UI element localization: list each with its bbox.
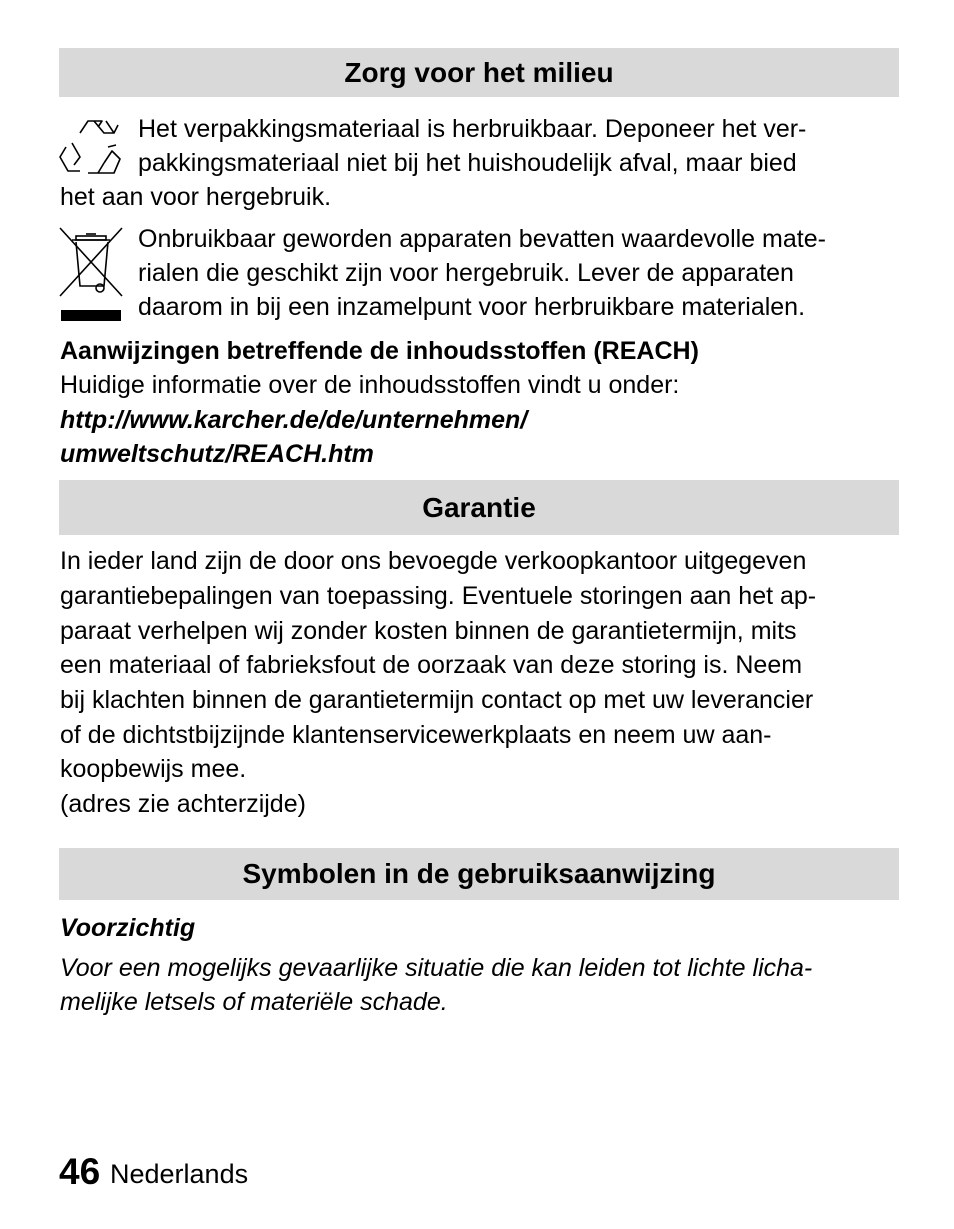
caution-text-line-2: melijke letsels of materiële schade. [60,988,448,1016]
section-heading-symbols: Symbolen in de gebruiksaanwijzing [59,848,899,900]
reach-url-line-1[interactable]: http://www.karcher.de/de/unternehmen/ [60,406,528,434]
warranty-line-7: koopbewijs mee. [60,755,247,783]
caution-text-line-1: Voor een mogelijks gevaarlijke situatie die kan leiden tot lichte licha- [60,954,813,982]
warranty-line-1: In ieder land zijn de door ons bevoegde verkoopkantoor uitgegeven [60,547,807,575]
section-heading-warranty: Garantie [59,480,899,535]
footer-language: Nederlands [110,1159,249,1189]
warranty-line-5: bij klachten binnen de garantietermijn contact op met uw leverancier [60,686,814,714]
recycle-text-line-2: pakkingsmateriaal niet bij het huishoudelijk afval, maar bied [138,149,797,177]
weee-text-line-2: rialen die geschikt zijn voor hergebruik. Lever de apparaten [138,259,794,287]
recycle-text-line-3: het aan voor hergebruik. [60,183,332,211]
weee-text-line-3: daarom in bij een inzamelpunt voor herbruikbare materialen. [138,293,806,321]
recycle-text-line-1: Het verpakkingsmateriaal is herbruikbaar. Deponeer het ver- [138,115,807,143]
page-number: 46 [59,1151,101,1192]
weee-text-line-1: Onbruikbaar geworden apparaten bevatten waardevolle mate- [138,225,826,253]
warranty-line-8: (adres zie achterzijde) [60,790,306,818]
warranty-line-4: een materiaal of fabrieksfout de oorzaak van deze storing is. Neem [60,651,803,679]
reach-url-line-2[interactable]: umweltschutz/REACH.htm [60,440,374,468]
caution-label: Voorzichtig [60,914,196,942]
reach-text: Huidige informatie over de inhoudsstoffen vindt u onder: [60,371,680,399]
warranty-line-3: paraat verhelpen wij zonder kosten binnen de garantietermijn, mits [60,617,797,645]
reach-heading: Aanwijzingen betreffende de inhoudsstoffen (REACH) [60,337,699,365]
recycle-icon [58,117,124,179]
warranty-line-2: garantiebepalingen van toepassing. Eventuele storingen aan het ap- [60,582,817,610]
warranty-line-6: of de dichtstbijzijnde klantenservicewerkplaats en neem uw aan- [60,721,772,749]
crossed-out-wheelie-bin-icon [58,226,124,324]
section-heading-environment: Zorg voor het milieu [59,48,899,97]
